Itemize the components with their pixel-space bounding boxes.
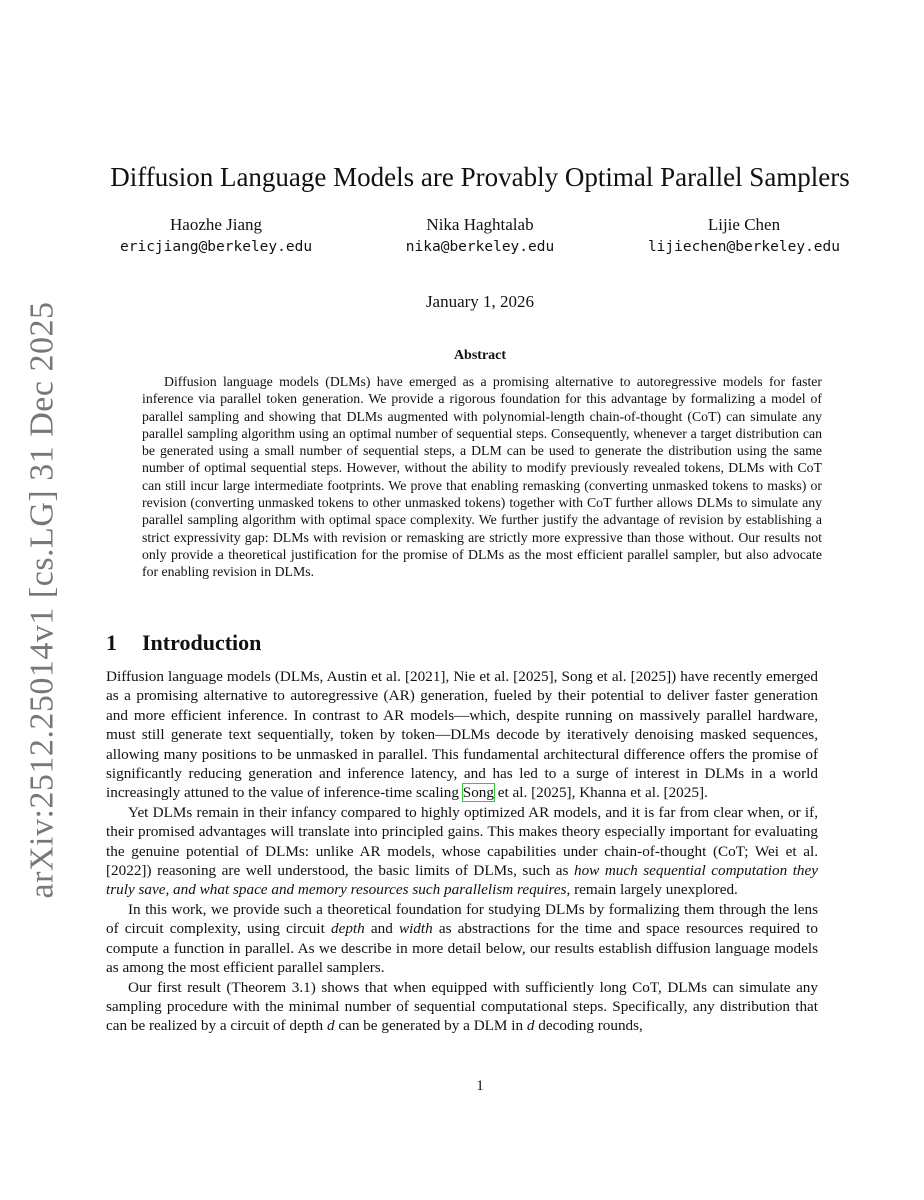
intro-p3-b: and: [364, 920, 399, 938]
intro-p2-text: Yet DLMs remain in their infancy compared to highly optimized AR models, and it is far from clear when, or if, their promised advantages will translate into principled gains. This makes theory especially important for evaluating the genuine potential of DLMs: unlike AR models, whose capabilities under chain-of-thought (CoT; Wei et al. [2022]) reasoning are well understood, the basic limits of DLMs, such as: [106, 803, 818, 880]
intro-paragraph: [106, 978, 818, 1036]
intro-paragraph: [106, 803, 818, 900]
intro-paragraph: [106, 667, 818, 803]
author-name: Nika Haghtalab: [426, 215, 534, 234]
intro-p2-tail: , remain largely unexplored.: [566, 881, 738, 899]
intro-p4-c: decoding rounds,: [534, 1017, 643, 1035]
intro-p3-c: as abstractions for the time and space resources required to compute a function in parallel. As we describe in more detail below, our results establish diffusion language models as among the most efficient parallel samplers.: [106, 920, 818, 977]
intro-p4-b: can be generated by a DLM in: [334, 1017, 527, 1035]
section-heading: [106, 630, 261, 656]
abstract-heading: Abstract: [453, 348, 507, 363]
author-name: Haozhe Jiang: [170, 215, 263, 234]
author-block: [406, 214, 554, 258]
abstract-text: Diffusion language models (DLMs) have emerged as a promising alternative to autoregressive models for faster inference via parallel token generation. We provide a rigorous foundation for this advantage by formalizing a model of parallel sampling and showing that DLMs augmented with polynomial-length chain-of-thought (CoT) can simulate any parallel sampling algorithm using an optimal number of sequential steps. Consequently, whenever a target distribution can be generated using a small number of sequential steps, a DLM can be used to generate the distribution using the same number of optimal sequential steps. However, without the ability to modify previously revealed tokens, DLMs with CoT can still incur large intermediate footprints. We prove that enabling remasking (converting unmasked tokens to masks) or revision (converting unmasked tokens to other unmasked tokens) together with CoT further allows DLMs to simulate any parallel sampling algorithm with optimal space complexity. We further justify the advantage of revision by establishing a strict expressivity gap: DLMs with revision or remasking are strictly more expressive than those without. Our results not only provide a theoretical justification for the promise of DLMs as the most efficient parallel sampler, but also advocate for enabling revision in DLMs.: [142, 374, 822, 580]
author-email[interactable]: ericjiang@berkeley.edu: [120, 239, 313, 255]
intro-p2-emphasis: how much sequential computation they truly save, and what space and memory resources such parallelism requires: [106, 862, 818, 899]
author-name: Lijie Chen: [707, 215, 781, 234]
intro-p3-depth: depth: [330, 920, 365, 938]
arxiv-identifier[interactable]: arXiv:2512.25014v1 [cs.LG] 31 Dec 2025: [23, 301, 61, 899]
introduction-body: [106, 667, 818, 1036]
intro-p3-a: In this work, we provide such a theoretical foundation for studying DLMs by formalizing them through the lens of circuit complexity, using circuit: [106, 900, 818, 938]
paper-title: Diffusion Language Models are Provably Optimal Parallel Samplers: [110, 162, 850, 192]
intro-p4-a: Our first result (Theorem 3.1) shows that when equipped with sufficiently long CoT, DLMs can simulate any sampling procedure with the minimal number of sequential computational steps. Specifically, any distribution that can be realized by a circuit of depth: [106, 978, 818, 1035]
author-block: [648, 214, 840, 258]
author-email[interactable]: nika@berkeley.edu: [405, 239, 555, 255]
intro-p1-tail: et al. [2025], Khanna et al. [2025].: [494, 784, 708, 802]
intro-p1-text: Diffusion language models (DLMs, Austin et al. [2021], Nie et al. [2025], Song et al. [2025]) have recently emerged as a promising alternative to autoregressive (AR) generation, fueled by their potential to deliver faster generation and more efficient inference. In contrast to AR models—which, despite running on massively parallel hardware, must still generate text sequentially, token by token—DLMs decode by iteratively denoising masked sequences, allowing many positions to be unmasked in parallel. This fundamental architectural difference offers the promise of significantly reducing generation and inference latency, and has led to a surge of interest in DLMs in a world increasingly attuned to the value of inference-time scaling: [106, 668, 818, 802]
intro-p4-d2: d: [526, 1017, 535, 1035]
author-email[interactable]: lijiechen@berkeley.edu: [647, 239, 840, 255]
arxiv-stamp: [20, 301, 64, 899]
author-block: [120, 214, 312, 258]
section-number: 1: [106, 630, 117, 655]
page-number: 1: [476, 1078, 484, 1094]
author-list: [120, 214, 840, 258]
intro-p4-d1: d: [326, 1017, 335, 1035]
intro-p3-width: width: [398, 920, 433, 938]
citation-link[interactable]: Song: [462, 784, 494, 802]
section-title: Introduction: [142, 630, 262, 655]
intro-paragraph: [106, 900, 818, 978]
publication-date: January 1, 2026: [425, 292, 535, 311]
